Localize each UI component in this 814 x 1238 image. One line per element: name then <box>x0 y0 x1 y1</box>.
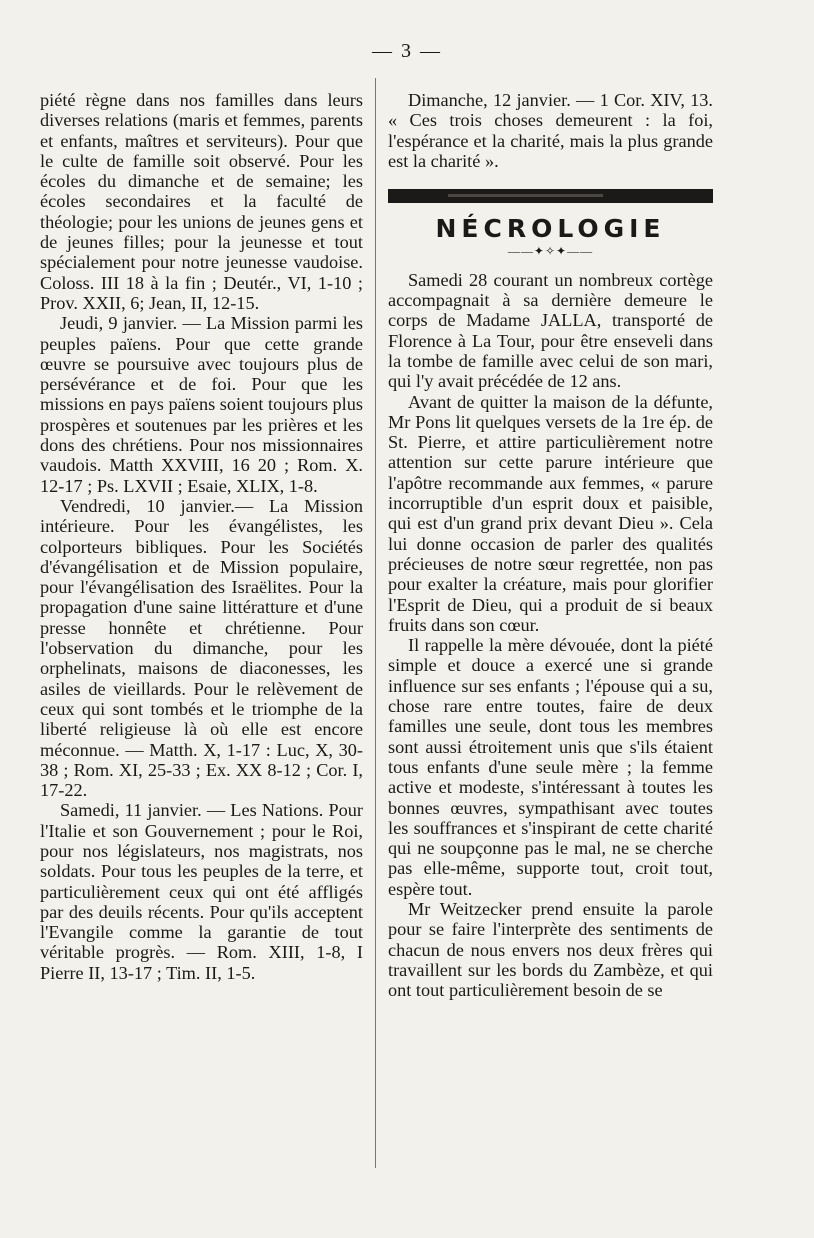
right-column <box>388 90 713 1000</box>
paragraph-family: piété règne dans nos familles dans leurs diverses relations (maris et femmes, parents et enfants, maîtres et serviteurs). Pour que le culte de famille soit observé. Pour les écoles du dimanche et de semaine; les écoles secondaires et la faculté de théologie; pour les unions de jeunes gens et de jeunes filles; pour la jeunesse et tout spécialement pour notre jeunesse vaudoise. Coloss. III 18 à la fin ; Deutér., VI, 1-10 ; Prov. XXII, 6; Jean, II, 12-15. <box>40 90 363 313</box>
section-rule <box>388 189 713 203</box>
paragraph-saturday: Samedi, 11 janvier. — Les Nations. Pour l'Italie et son Gouvernement ; pour le Roi, pour nos législateurs, nos magistrats, nos soldats. Pour tous les peuples de la terre, et particulièrement ceux qui ont été affligés par des deuils récents. Pour qu'ils acceptent l'Evangile comme la garantie de tout véritable progrès. — Rom. XIII, 1-8, I Pierre II, 13-17 ; Tim. II, 1-5. <box>40 800 363 983</box>
page-number: — 3 — <box>372 40 442 62</box>
necrology-paragraph-1: Samedi 28 courant un nombreux cortège accompagnait à sa dernière demeure le corps de Madame JALLA, transporté de Florence à La Tour, pour être enseveli dans la tombe de famille avec celui de son mari, qui l'y avait précédée de 12 ans. <box>388 269 713 392</box>
column-divider <box>375 78 376 1168</box>
left-column <box>40 90 363 983</box>
ornament-divider: ——✦✧✦—— <box>507 244 594 259</box>
necrology-paragraph-2: Avant de quitter la maison de la défunte, Mr Pons lit quelques versets de la 1re ép. de St. Pierre, et attire particulièrement notre attention sur cette parure intérieure que l'apôtre recommande aux femmes, « parure incorruptible d'un esprit doux et paisible, qui est d'un grand prix devant Dieu ». Cela lui donne occasion de parler des qualités précieuses de notre sœur regrettée, non pas pour exalter la créature, mais pour glorifier l'Esprit de Dieu, qui a produit de si beaux fruits dans son cœur. <box>388 391 713 635</box>
necrology-heading: NÉCROLOGIE <box>435 214 666 244</box>
paragraph-sunday: Dimanche, 12 janvier. — 1 Cor. XIV, 13. « Ces trois choses demeurent : la foi, l'espérance et la charité, mais la plus grande est la charité ». <box>388 90 713 171</box>
paragraph-friday: Vendredi, 10 janvier.— La Mission intérieure. Pour les évangélistes, les colporteurs bibliques. Pour les Sociétés d'évangélisation et de Mission populaire, pour l'évangélisation des Israëlites. Pour la propagation d'une saine littératture et d'une presse honnête et chrétienne. Pour l'observation du dimanche, pour les orphelinats, maisons de diaconesses, les asiles de vieillards. Pour le relèvement de ceux qui sont tombés et le triomphe de la liberté religieuse là où elle est encore méconnue. — Matth. X, 1-17 : Luc, X, 30-38 ; Rom. XI, 25-33 ; Ex. XX 8-12 ; Cor. I, 17-22. <box>40 495 363 801</box>
necrology-paragraph-4: Mr Weitzecker prend ensuite la parole pour se faire l'interprète des sentiments de chacun de nous envers nos deux frères qui travaillent sur les bords du Zambèze, et qui ont tout particulièrement besoin de se <box>388 898 713 1001</box>
paragraph-thursday: Jeudi, 9 janvier. — La Mission parmi les peuples païens. Pour que cette grande œuvre se poursuive avec toujours plus de persévérance et de foi. Pour que les missions en pays païens soient toujours plus prospères et soutenues par les prières et les dons des chrétiens. Pour nos missionnaires vaudois. Matth XXVIII, 16 20 ; Rom. X. 12-17 ; Ps. LXVII ; Esaie, XLIX, 1-8. <box>40 313 363 496</box>
necrology-paragraph-3: Il rappelle la mère dévouée, dont la piété simple et douce a exercé une si grande influence sur ses enfants ; l'épouse qui a su, chose rare entre toutes, faire de deux familles une seule, dont tous les membres sont aussi étroitement unis que s'ils étaient tous enfants d'une seule mère ; la femme active et modeste, s'intéressant à toutes les bonnes œuvres, sympathisant avec toutes les souffrances et s'inspirant de cette charité qui ne soupçonne pas le mal, ne se cherche pas elle-même, supporte tout, croit tout, espère tout. <box>388 635 713 899</box>
